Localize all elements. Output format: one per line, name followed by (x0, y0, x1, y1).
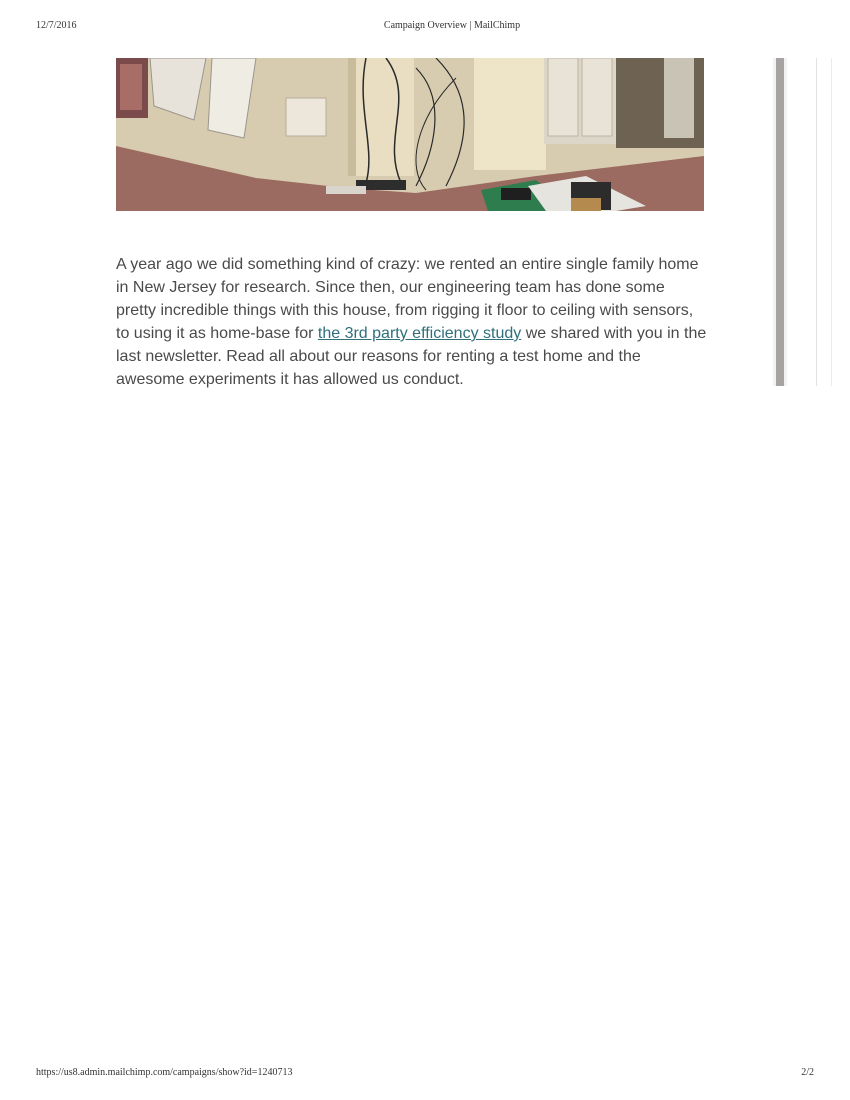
right-panel-edge (816, 58, 832, 386)
article-text-before-link: A year ago we did something kind of crazy: we rented an entire single family home in New Jersey for research. Since then, our engineering team has done some pretty incredible things with this house, from rigging it floor to ceiling with sensors, to using it as home-base for (116, 256, 699, 342)
efficiency-study-link[interactable]: the 3rd party efficiency study (317, 325, 522, 342)
scrollbar-track[interactable] (773, 58, 787, 386)
print-header-date: 12/7/2016 (36, 20, 77, 31)
scrollbar-thumb[interactable] (776, 58, 784, 386)
article-text-after-link: we shared with you in the last newsletter. Read all about our reasons for renting a test home and the awesome experiments it has allowed us conduct. (116, 325, 707, 388)
hero-photo (116, 58, 704, 211)
print-header-title: Campaign Overview | MailChimp (383, 20, 521, 31)
article-paragraph (116, 253, 708, 391)
print-footer-url: https://us8.admin.mailchimp.com/campaigns/show?id=1240713 (36, 1067, 293, 1078)
print-footer-page-number: 2/2 (801, 1067, 814, 1078)
